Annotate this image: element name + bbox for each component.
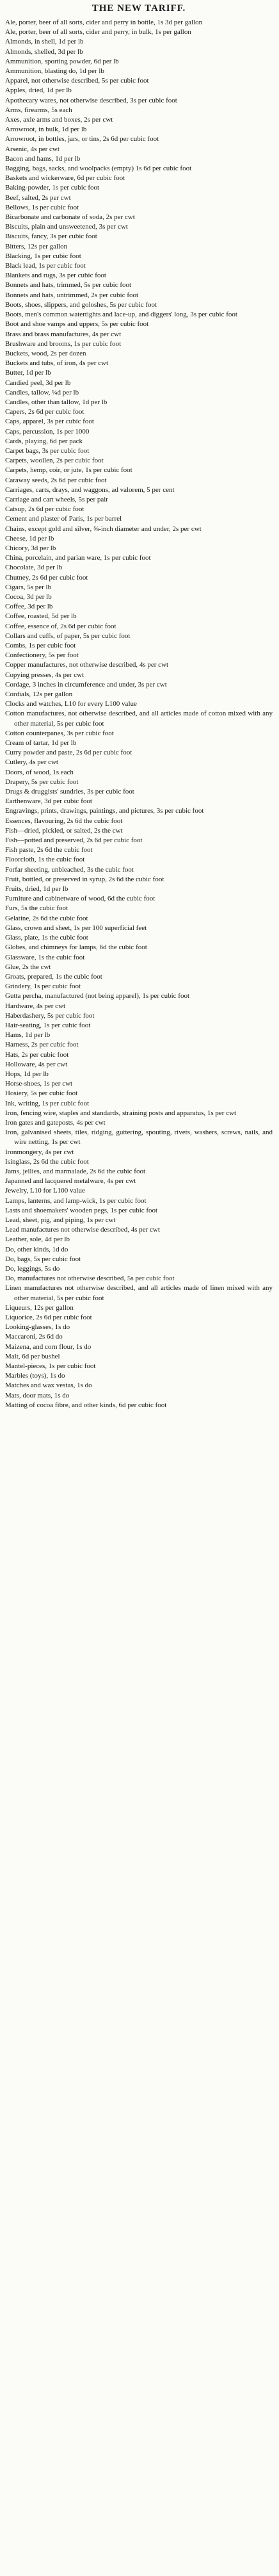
tariff-entry: Cordials, 12s per gallon <box>5 690 73 699</box>
tariff-entry: Curry powder and paste, 2s 6d per cubic foot <box>5 749 132 757</box>
tariff-entry: Bitters, 12s per gallon <box>5 242 68 250</box>
tariff-entry: Biscuits, plain and unsweetened, 3s per cwt <box>5 223 128 231</box>
tariff-entry: Arrowroot, in bottles, jars, or tins, 2s 6d per cubic foot <box>5 135 159 143</box>
tariff-entry: Catsup, 2s 6d per cubic foot <box>5 505 84 514</box>
tariff-entry: Baskets and wickerware, 6d per cubic foot <box>5 174 125 183</box>
tariff-entry: Glue, 2s the cwt <box>5 963 51 971</box>
tariff-entry: Cigars, 5s per lb <box>5 583 52 591</box>
tariff-entry: Ironmongery, 4s per cwt <box>5 1148 74 1156</box>
tariff-entry: Do, bags, 5s per cubic foot <box>5 1255 81 1263</box>
tariff-entry: Iron, galvanised sheets, tiles, ridging, guttering, spouting, rivets, washers, screws, nails, and wire netting, 1s per cwt <box>5 1129 273 1146</box>
tariff-entry: Carpets, woollen, 2s per cubic foot <box>5 457 104 465</box>
tariff-entry: Candles, other than tallow, 1d per lb <box>5 398 108 406</box>
tariff-entry: Horse-shoes, 1s per cwt <box>5 1080 73 1088</box>
tariff-entry: Hair-seating, 1s per cubic foot <box>5 1021 91 1029</box>
tariff-entry: Chicory, 3d per lb <box>5 544 56 552</box>
tariff-entry: Cream of tartar, 1d per lb <box>5 739 77 747</box>
tariff-entry: Blacking, 1s per cubic foot <box>5 252 81 260</box>
tariff-entry: Boot and shoe vamps and uppers, 5s per cubic foot <box>5 320 149 329</box>
tariff-entry: Do, leggings, 5s do <box>5 1265 60 1273</box>
tariff-entry: Lamps, lanterns, and lamp-wick, 1s per cubic foot <box>5 1196 147 1205</box>
tariff-entry: Bagging, bags, sacks, and woolpacks (empty) 1s 6d per cubic foot <box>5 165 192 173</box>
tariff-entry: Isinglass, 2s 6d the cubic foot <box>5 1157 89 1166</box>
tariff-entry: Bacon and hams, 1d per lb <box>5 154 81 163</box>
tariff-entry: Biscuits, fancy, 3s per cubic foot <box>5 232 97 241</box>
tariff-entry: Fish paste, 2s 6d the cubic foot <box>5 846 93 854</box>
tariff-entry: Ammunition, blasting do, 1d per lb <box>5 67 104 76</box>
tariff-entry: Glass, plate, 1s the cubic foot <box>5 934 88 942</box>
tariff-entry: Harness, 2s per cubic foot <box>5 1041 79 1049</box>
tariff-entry: Linen manufactures not otherwise described, and all articles made of linen mixed with any other material, 5s per cubic foot <box>5 1284 273 1302</box>
tariff-entry: Lead, sheet, pig, and piping, 1s per cwt <box>5 1216 116 1224</box>
tariff-entry: Chocolate, 3d per lb <box>5 564 63 572</box>
tariff-entry: Beef, salted, 2s per cwt <box>5 193 71 202</box>
tariff-entry: Hardware, 4s per cwt <box>5 1002 66 1010</box>
tariff-entry: Bicarbonate and carbonate of soda, 2s per cwt <box>5 213 135 222</box>
tariff-entry: Matting of cocoa fibre, and other kinds, 6d per cubic foot <box>5 1401 167 1409</box>
page-title: THE NEW TARIFF. <box>92 3 186 13</box>
tariff-entry: Almonds, in shell, 1d per lb <box>5 38 84 46</box>
tariff-entry: Bellows, 1s per cubic foot <box>5 203 79 211</box>
tariff-entry: Cotton counterpanes, 3s per cubic foot <box>5 729 114 737</box>
tariff-list <box>5 18 273 1410</box>
tariff-entry: Boots, shoes, slippers, and goloshes, 5s per cubic foot <box>5 300 157 309</box>
tariff-entry: Carriages, carts, drays, and waggons, ad valorem, 5 per cent <box>5 485 175 494</box>
tariff-entry: Fish—potted and preserved, 2s 6d per cubic foot <box>5 836 143 845</box>
tariff-entry: Fruits, dried, 1d per lb <box>5 885 68 893</box>
tariff-entry: Arms, firearms, 5s each <box>5 106 72 114</box>
tariff-entry: Butter, 1d per lb <box>5 369 51 377</box>
tariff-entry: Carriage and cart wheels, 5s per pair <box>5 495 108 503</box>
tariff-entry: Buckets and tubs, of iron, 4s per cwt <box>5 359 108 368</box>
tariff-entry: Cutlery, 4s per cwt <box>5 758 58 767</box>
tariff-entry: Buckets, wood, 2s per dozen <box>5 349 86 357</box>
tariff-entry: Caps, percussion, 1s per 1000 <box>5 427 90 436</box>
tariff-entry: Caps, apparel, 3s per cubic foot <box>5 418 94 426</box>
tariff-entry: Ammunition, sporting powder, 6d per lb <box>5 57 119 65</box>
tariff-entry: Fish—dried, pickled, or salted, 2s the cwt <box>5 826 123 835</box>
tariff-entry: Marbles (toys), 1s do <box>5 1372 65 1380</box>
tariff-entry: Bonnets and hats, untrimmed, 2s per cubic foot <box>5 291 139 299</box>
tariff-entry: Bonnets and hats, trimmed, 5s per cubic foot <box>5 281 132 289</box>
tariff-entry: Almonds, shelled, 3d per lb <box>5 47 83 56</box>
tariff-entry: Chutney, 2s 6d per cubic foot <box>5 573 88 582</box>
tariff-entry: Iron, fencing wire, staples and standards, straining posts and apparatus, 1s per cwt <box>5 1109 237 1117</box>
tariff-entry: Ale, porter, beer of all sorts, cider and perry in bottle, 1s 3d per gallon <box>5 19 203 26</box>
tariff-entry: Ale, porter, beer of all sorts, cider and perry, in bulk, 1s per gallon <box>5 28 191 37</box>
tariff-entry: Fruit, bottled, or preserved in syrup, 2s 6d the cubic foot <box>5 875 164 883</box>
tariff-entry: Cheese, 1d per lb <box>5 534 54 542</box>
tariff-entry: Do, manufactures not otherwise described, 5s per cubic foot <box>5 1275 175 1283</box>
tariff-entry: Drugs & druggists' sundries, 3s per cubic foot <box>5 788 134 796</box>
tariff-entry: Baking-powder, 1s per cubic foot <box>5 184 100 192</box>
tariff-entry: Hops, 1d per lb <box>5 1070 49 1078</box>
tariff-entry: Cards, playing, 6d per pack <box>5 437 83 445</box>
tariff-entry: Furs, 5s the cubic foot <box>5 904 68 913</box>
tariff-entry: Holloware, 4s per cwt <box>5 1060 68 1068</box>
tariff-entry: Matches and wax vestas, 1s do <box>5 1382 92 1390</box>
tariff-entry: Cotton manufactures, not otherwise described, and all articles made of cotton mixed with any other material, 5s per cubic foot <box>5 710 273 728</box>
tariff-entry: Globes, and chimneys for lamps, 6d the cubic foot <box>5 943 147 952</box>
tariff-entry: Hosiery, 5s per cubic foot <box>5 1089 78 1098</box>
tariff-entry: Candied peel, 3d per lb <box>5 379 71 387</box>
tariff-entry: Black lead, 1s per cubic foot <box>5 262 86 270</box>
tariff-entry: Looking-glasses, 1s do <box>5 1323 70 1332</box>
tariff-entry: Glassware, 1s the cubic foot <box>5 953 85 961</box>
tariff-entry: Carpets, hemp, coir, or jute, 1s per cubic foot <box>5 466 132 475</box>
tariff-entry: Axes, axle arms and boxes, 2s per cwt <box>5 116 113 124</box>
tariff-entry: Furniture and cabinetware of wood, 6d the cubic foot <box>5 895 155 903</box>
tariff-entry: Forfar sheeting, unbleached, 3s the cubic foot <box>5 865 134 874</box>
tariff-entry: Chains, except gold and silver, ⅝-inch diameter and under, 2s per cwt <box>5 525 202 533</box>
tariff-entry: Maccaroni, 2s 6d do <box>5 1333 63 1341</box>
tariff-entry: Engravings, prints, drawings, paintings, and pictures, 3s per cubic foot <box>5 807 204 815</box>
tariff-entry: Candles, tallow, ¼d per lb <box>5 388 79 396</box>
tariff-entry: Apothecary wares, not otherwise described, 3s per cubic foot <box>5 96 177 104</box>
tariff-entry: Hats, 2s per cubic foot <box>5 1050 69 1059</box>
tariff-entry: Brushware and brooms, 1s per cubic foot <box>5 339 122 348</box>
tariff-entry: Carpet bags, 3s per cubic foot <box>5 446 90 455</box>
tariff-entry: Arrowroot, in bulk, 1d per lb <box>5 126 87 134</box>
tariff-entry: Malt, 6d per bushel <box>5 1352 60 1360</box>
tariff-entry: Liquorice, 2s 6d per cubic foot <box>5 1314 92 1322</box>
tariff-entry: Glass, crown and sheet, 1s per 100 superficial feet <box>5 924 147 932</box>
tariff-entry: Arsenic, 4s per cwt <box>5 145 60 153</box>
tariff-entry: Doors, of wood, 1s each <box>5 768 74 776</box>
tariff-entry: Cocoa, 3d per lb <box>5 592 52 601</box>
tariff-entry: Grindery, 1s per cubic foot <box>5 982 81 991</box>
tariff-entry: Haberdashery, 5s per cubic foot <box>5 1011 95 1020</box>
tariff-entry: Combs, 1s per cubic foot <box>5 642 76 649</box>
tariff-entry: Capers, 2s 6d per cubic foot <box>5 408 84 416</box>
tariff-entry: Mats, door mats, 1s do <box>5 1391 70 1399</box>
tariff-entry: Cordage, 3 inches in circumference and under, 3s per cwt <box>5 680 167 689</box>
tariff-entry: Copying presses, 4s per cwt <box>5 671 84 679</box>
tariff-entry: Earthenware, 3d per cubic foot <box>5 797 92 806</box>
tariff-entry: Jams, jellies, and marmalade, 2s 6d the cubic foot <box>5 1167 146 1175</box>
tariff-entry: Japanned and lacquered metalware, 4s per cwt <box>5 1177 136 1186</box>
tariff-entry: Confectionery, 5s per foot <box>5 651 79 660</box>
tariff-entry: Iron gates and gateposts, 4s per cwt <box>5 1118 106 1127</box>
tariff-entry: Ink, writing, 1s per cubic foot <box>5 1099 90 1107</box>
tariff-entry: Maizena, and corn flour, 1s do <box>5 1342 92 1351</box>
tariff-entry: Leather, sole, 4d per lb <box>5 1235 70 1244</box>
tariff-entry: Liqueurs, 12s per gallon <box>5 1303 74 1312</box>
tariff-entry: Blankets and rugs, 3s per cubic foot <box>5 272 106 280</box>
tariff-entry: Cement and plaster of Paris, 1s per barrel <box>5 515 122 523</box>
tariff-entry: Essences, flavouring, 2s 6d the cubic foot <box>5 817 123 825</box>
tariff-entry: Apparel, not otherwise described, 5s per cubic foot <box>5 77 149 85</box>
tariff-entry: Jewelry, L10 for L100 value <box>5 1187 85 1195</box>
tariff-entry: Floorcloth, 1s the cubic foot <box>5 856 85 864</box>
tariff-entry: Groats, prepared, 1s the cubic foot <box>5 972 102 981</box>
tariff-entry: Clocks and watches, L10 for every L100 value <box>5 700 137 708</box>
tariff-entry: Collars and cuffs, of paper, 5s per cubic foot <box>5 632 131 640</box>
tariff-entry: Boots, men's common watertights and lace-up, and diggers' long, 3s per cubic foot <box>5 311 237 319</box>
tariff-entry: Coffee, 3d per lb <box>5 603 53 611</box>
tariff-entry: Gelatine, 2s 6d the cubic foot <box>5 914 88 922</box>
tariff-entry: Coffee, essence of, 2s 6d per cubic foot <box>5 622 116 630</box>
tariff-entry: Brass and brass manufactures, 4s per cwt <box>5 330 122 338</box>
tariff-entry: Coffee, roasted, 5d per lb <box>5 612 77 621</box>
tariff-entry: Drapery, 5s per cubic foot <box>5 778 79 786</box>
tariff-entry: Copper manufactures, not otherwise described, 4s per cwt <box>5 661 169 669</box>
tariff-entry: Lead manufactures not otherwise described, 4s per cwt <box>5 1226 160 1234</box>
tariff-entry: Hams, 1d per lb <box>5 1031 51 1039</box>
tariff-entry: Caraway seeds, 2s 6d per cubic foot <box>5 476 107 484</box>
tariff-entry: Lasts and shoemakers' wooden pegs, 1s per cubic foot <box>5 1206 158 1214</box>
tariff-entry: Apples, dried, 1d per lb <box>5 86 72 95</box>
tariff-entry: Mantel-pieces, 1s per cubic foot <box>5 1362 96 1371</box>
tariff-entry: China, porcelain, and parian ware, 1s per cubic foot <box>5 554 151 562</box>
tariff-entry: Do, other kinds, 1d do <box>5 1245 68 1253</box>
tariff-entry: Gutta percha, manufactured (not being apparel), 1s per cubic foot <box>5 992 190 1000</box>
